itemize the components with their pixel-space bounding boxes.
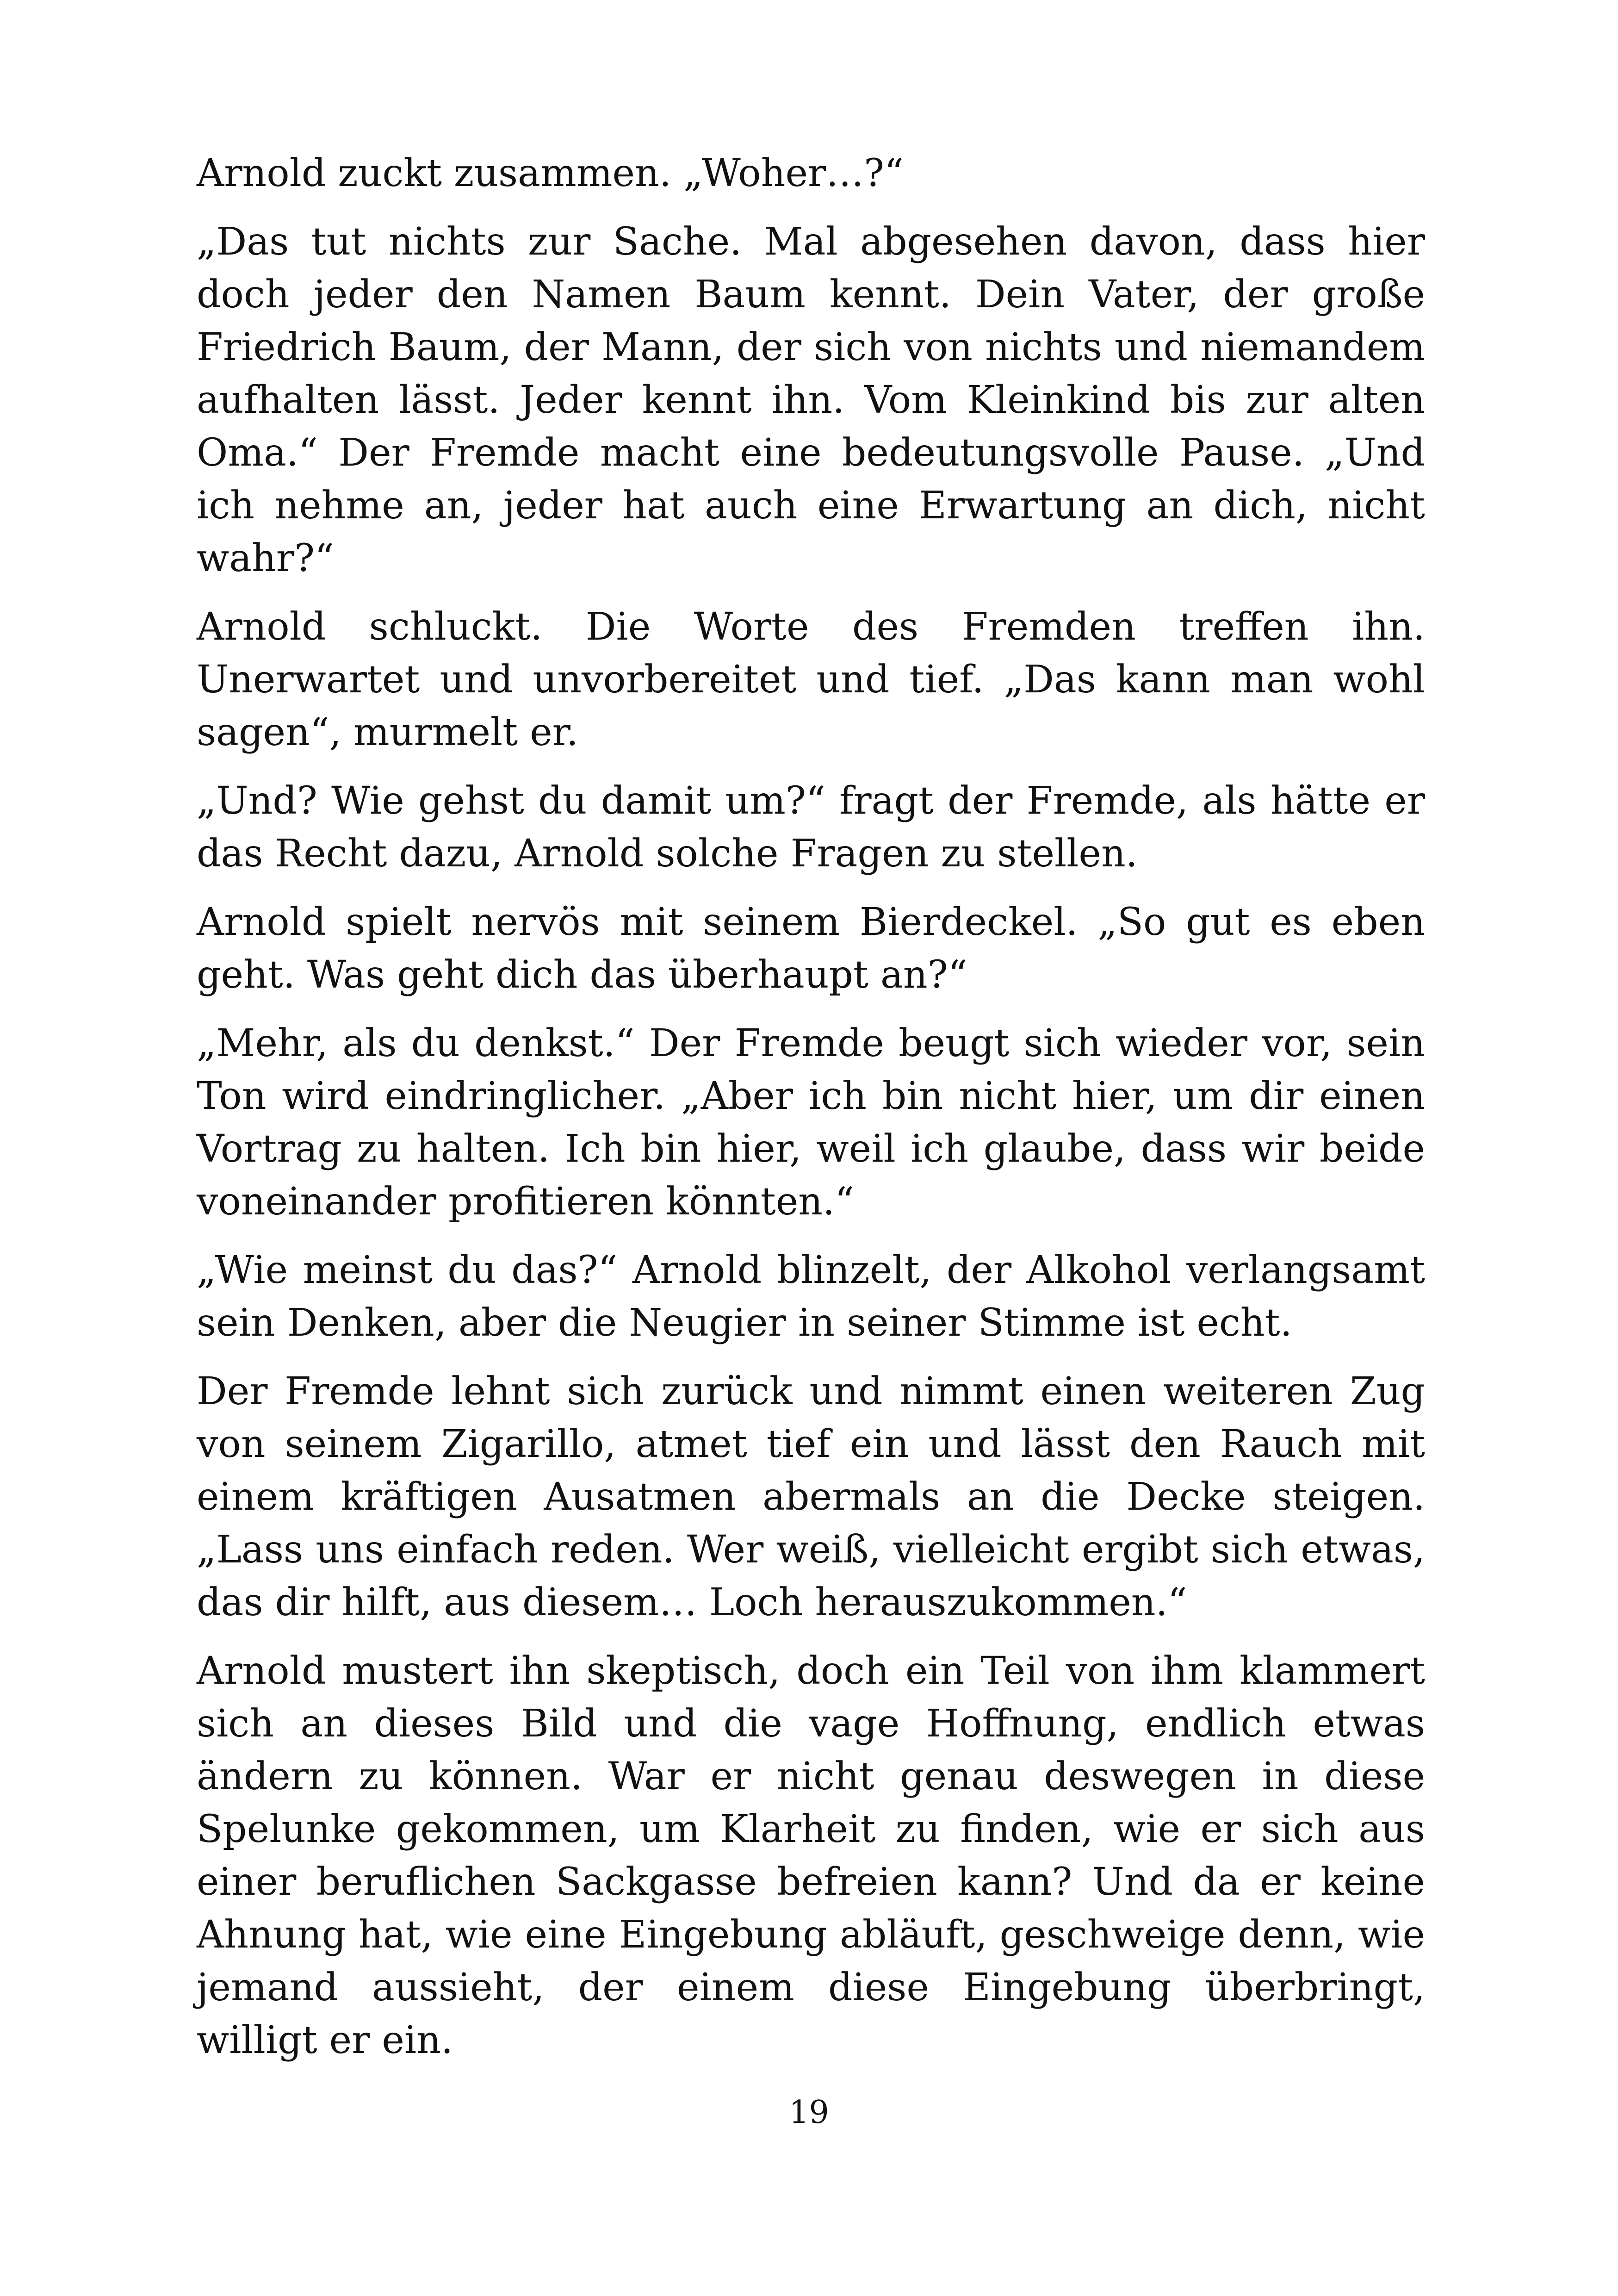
paragraph: „Mehr, als du denkst.“ Der Fremde beugt sich wieder vor, sein Ton wird eindringlicher. „Aber ich bin nicht hier, um dir einen Vortrag zu halten. Ich bin hier, weil ich glaube, dass wir beide voneinander profitieren könnten.“ bbox=[197, 1021, 1425, 1224]
paragraph: „Das tut nichts zur Sache. Mal abgesehen davon, dass hier doch jeder den Namen Baum kennt. Dein Vater, der große Friedrich Baum, der Mann, der sich von nichts und niemandem aufhalten lässt. Jeder kennt ihn. Vom Kleinkind bis zur alten Oma.“ Der Fremde macht eine bedeutungsvolle Pause. „Und ich nehme an, jeder hat auch eine Erwartung an dich, nicht wahr?“ bbox=[197, 220, 1425, 580]
paragraph: „Wie meinst du das?“ Arnold blinzelt, der Alkohol verlangsamt sein Denken, aber die Neugier in seiner Stimme ist echt. bbox=[197, 1248, 1425, 1345]
paragraph: Arnold zuckt zusammen. „Woher…?“ bbox=[197, 151, 904, 195]
paragraph: Arnold mustert ihn skeptisch, doch ein Teil von ihm klammert sich an dieses Bild und die vage Hoffnung, endlich etwas ändern zu können. War er nicht genau deswegen in diese Spelunke gekommen, um Klarheit zu finden, wie er sich aus einer beruflichen Sackgasse befreien kann? Und da er keine Ahnung hat, wie eine Eingebung abläuft, geschweige denn, wie jemand aussieht, der einem diese Eingebung überbringt, willigt er ein. bbox=[197, 1649, 1425, 2062]
paragraph: Arnold spielt nervös mit seinem Bierdeckel. „So gut es eben geht. Was geht dich das überhaupt an?“ bbox=[197, 900, 1425, 997]
page-number: 19 bbox=[789, 2094, 829, 2131]
paragraph: Arnold schluckt. Die Worte des Fremden treffen ihn. Unerwartet und unvorbereitet und tief. „Das kann man wohl sagen“, murmelt er. bbox=[197, 605, 1425, 754]
body-text bbox=[197, 147, 1425, 2083]
paragraph: „Und? Wie gehst du damit um?“ fragt der Fremde, als hätte er das Recht dazu, Arnold solche Fragen zu stellen. bbox=[197, 779, 1425, 876]
paragraph: Der Fremde lehnt sich zurück und nimmt einen weiteren Zug von seinem Zigarillo, atmet tief ein und lässt den Rauch mit einem kräftigen Ausatmen abermals an die Decke steigen. „Lass uns einfach reden. Wer weiß, vielleicht ergibt sich etwas, das dir hilft, aus diesem… Loch herauszukommen.“ bbox=[197, 1369, 1425, 1624]
